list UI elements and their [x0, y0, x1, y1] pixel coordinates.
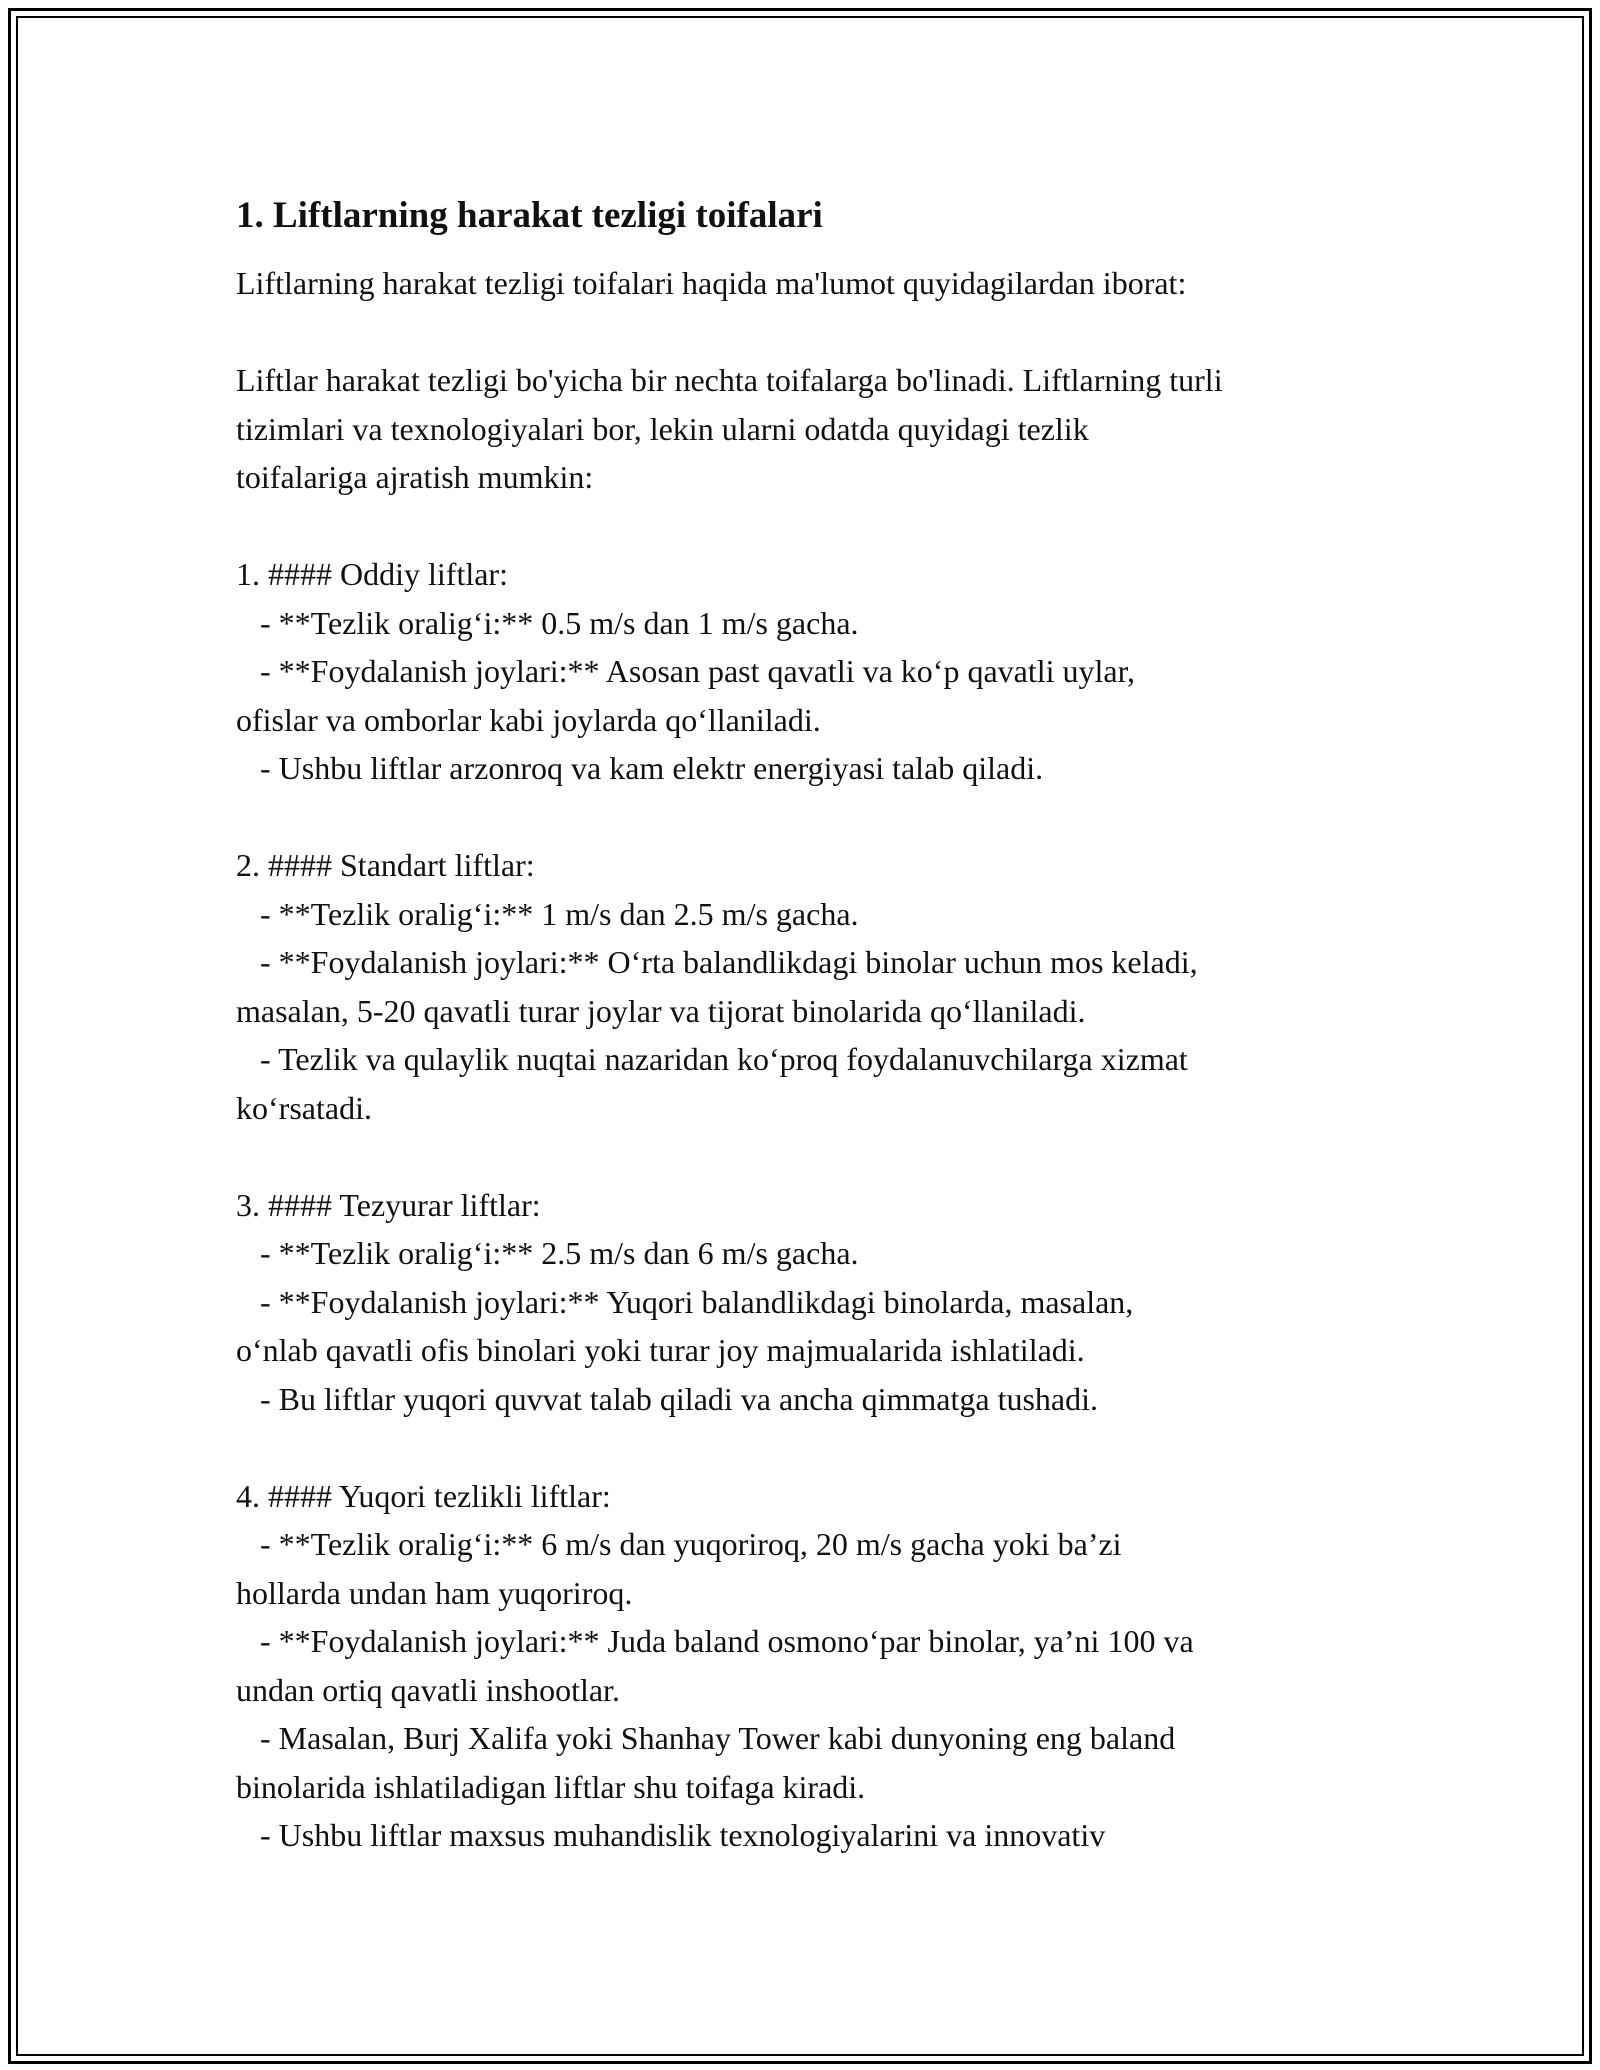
- text-line: - **Tezlik oralig‘i:** 1 m/s dan 2.5 m/s gacha.: [236, 895, 859, 932]
- text-line: masalan, 5-20 qavatli turar joylar va tijorat binolarida qo‘llaniladi.: [236, 992, 1086, 1029]
- text-line: - Bu liftlar yuqori quvvat talab qiladi va ancha qimmatga tushadi.: [236, 1380, 1098, 1417]
- text-line: undan ortiq qavatli inshootlar.: [236, 1671, 620, 1708]
- text-line: ko‘rsatadi.: [236, 1089, 372, 1126]
- text-line: - **Foydalanish joylari:** Juda baland osmono‘par binolar, ya’ni 100 va: [236, 1623, 1194, 1659]
- text-line: - Tezlik va qulaylik nuqtai nazaridan ko‘proq foydalanuvchilarga xizmat: [236, 1041, 1188, 1077]
- text-line: toifalariga ajratish mumkin:: [236, 459, 594, 495]
- text-line: - Ushbu liftlar arzonroq va kam elektr energiyasi talab qiladi.: [236, 750, 1044, 786]
- text-line: o‘nlab qavatli ofis binolari yoki turar joy majmualarida ishlatiladi.: [236, 1332, 1085, 1368]
- text-line: - **Tezlik oralig‘i:** 6 m/s dan yuqoriroq, 20 m/s gacha yoki ba’zi: [236, 1526, 1122, 1562]
- document-content: [236, 190, 1386, 1860]
- text-line: [236, 1423, 1386, 1472]
- text-line: [236, 308, 1386, 357]
- document-title: 1. Liftlarning harakat tezligi toifalari: [236, 195, 823, 236]
- text-line: 4. #### Yuqori tezlikli liftlar:: [236, 1477, 611, 1514]
- document-body: [236, 259, 1386, 1860]
- text-line: [236, 1132, 1386, 1181]
- text-line: - **Tezlik oralig‘i:** 2.5 m/s dan 6 m/s gacha.: [236, 1235, 859, 1271]
- text-line: [236, 793, 1386, 842]
- text-line: - Masalan, Burj Xalifa yoki Shanhay Tower kabi dunyoning eng baland: [236, 1720, 1176, 1756]
- text-line: Liftlarning harakat tezligi toifalari haqida ma'lumot quyidagilardan iborat:: [236, 265, 1187, 301]
- text-line: - Ushbu liftlar maxsus muhandislik texnologiyalarini va innovativ: [236, 1817, 1106, 1853]
- text-line: hollarda undan ham yuqoriroq.: [236, 1574, 633, 1611]
- text-line: Liftlar harakat tezligi bo'yicha bir nechta toifalarga bo'linadi. Liftlarning turli: [236, 362, 1223, 398]
- text-line: 2. #### Standart liftlar:: [236, 847, 535, 883]
- text-line: 1. #### Oddiy liftlar:: [236, 556, 508, 592]
- text-line: - **Tezlik oralig‘i:** 0.5 m/s dan 1 m/s gacha.: [236, 604, 859, 641]
- text-line: 3. #### Tezyurar liftlar:: [236, 1186, 541, 1223]
- text-line: binolarida ishlatiladigan liftlar shu toifaga kiradi.: [236, 1768, 866, 1805]
- text-line: - **Foydalanish joylari:** O‘rta balandlikdagi binolar uchun mos keladi,: [236, 944, 1198, 980]
- text-line: [236, 502, 1386, 551]
- text-line: - **Foydalanish joylari:** Yuqori balandlikdagi binolarda, masalan,: [236, 1283, 1134, 1320]
- text-line: tizimlari va texnologiyalari bor, lekin ularni odatda quyidagi tezlik: [236, 410, 1089, 447]
- text-line: ofislar va omborlar kabi joylarda qo‘llaniladi.: [236, 701, 821, 738]
- text-line: - **Foydalanish joylari:** Asosan past qavatli va ko‘p qavatli uylar,: [236, 653, 1135, 689]
